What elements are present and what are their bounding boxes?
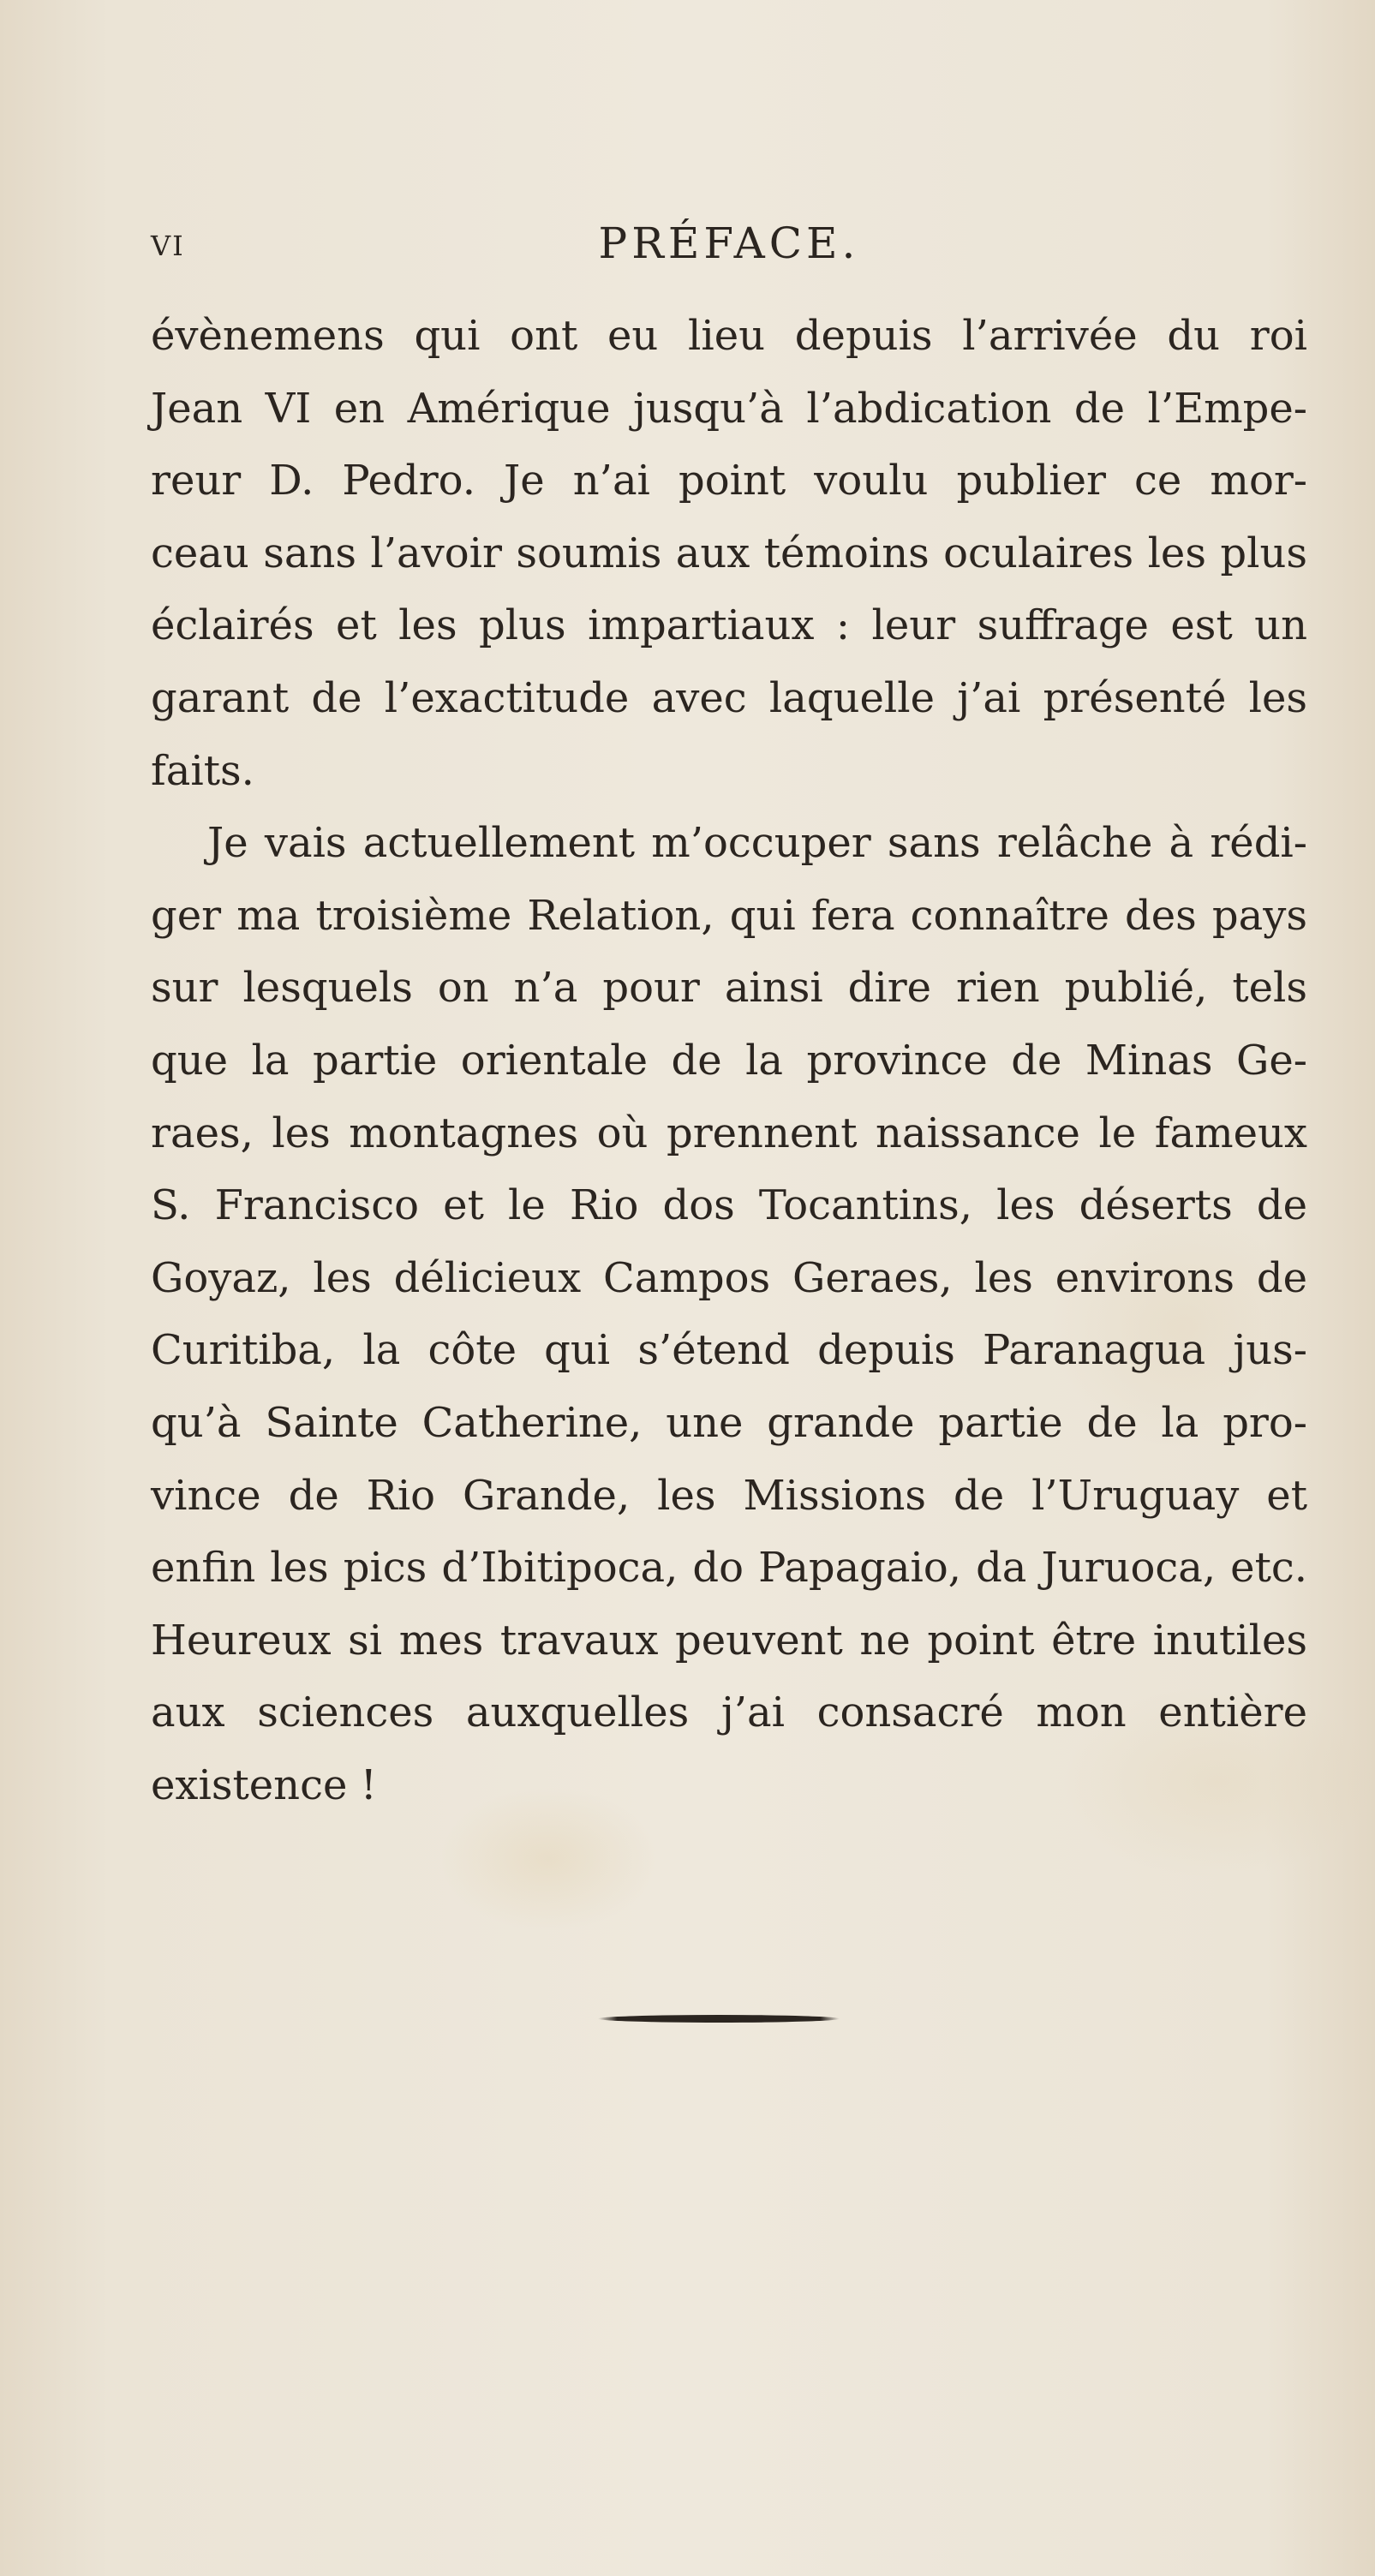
text-line: reur D. Pedro. Je n’ai point voulu publier ce mor-	[151, 457, 1307, 505]
page-number: vi	[151, 218, 185, 265]
text-line: évènemens qui ont eu lieu depuis l’arrivée du roi	[151, 312, 1307, 360]
text-line: S. Francisco et le Rio dos Tocantins, les déserts de	[151, 1181, 1307, 1230]
body-text	[151, 300, 1307, 1821]
paragraph-2	[151, 807, 1307, 1821]
text-line: existence !	[151, 1760, 377, 1809]
text-line: Je vais actuellement m’occuper sans relâche à rédi-	[207, 819, 1307, 868]
text-line: aux sciences auxquelles j’ai consacré mon entière	[151, 1688, 1307, 1737]
text-line: garant de l’exactitude avec laquelle j’ai présenté les	[151, 673, 1307, 722]
text-line: faits.	[151, 746, 254, 795]
running-title: PRÉFACE.	[598, 218, 860, 268]
page-header	[151, 218, 1307, 278]
text-line: Jean VI en Amérique jusqu’à l’abdication de l’Empe-	[151, 384, 1307, 433]
text-line: ceau sans l’avoir soumis aux témoins oculaires les plus	[151, 529, 1307, 577]
text-line: Goyaz, les délicieux Campos Geraes, les environs de	[151, 1253, 1307, 1302]
text-line: ger ma troisième Relation, qui fera connaître des pays	[151, 891, 1307, 940]
text-line: que la partie orientale de la province de Minas Ge-	[151, 1036, 1307, 1085]
text-line: Heureux si mes travaux peuvent ne point être inutiles	[151, 1616, 1307, 1665]
text-line: Curitiba, la côte qui s’étend depuis Paranagua jus-	[151, 1326, 1307, 1375]
text-line: éclairés et les plus impartiaux : leur suffrage est un	[151, 601, 1307, 650]
text-line: enfin les pics d’Ibitipoca, do Papagaio, da Juruoca, etc.	[151, 1544, 1307, 1593]
text-line: sur lesquels on n’a pour ainsi dire rien publié, tels	[151, 964, 1307, 1013]
text-line: vince de Rio Grande, les Missions de l’Uruguay et	[151, 1471, 1307, 1520]
text-line: qu’à Sainte Catherine, une grande partie de la pro-	[151, 1398, 1307, 1447]
paragraph-1	[151, 300, 1307, 807]
text-line: raes, les montagnes où prennent naissance le fameux	[151, 1109, 1307, 1157]
closing-rule	[598, 2015, 840, 2023]
